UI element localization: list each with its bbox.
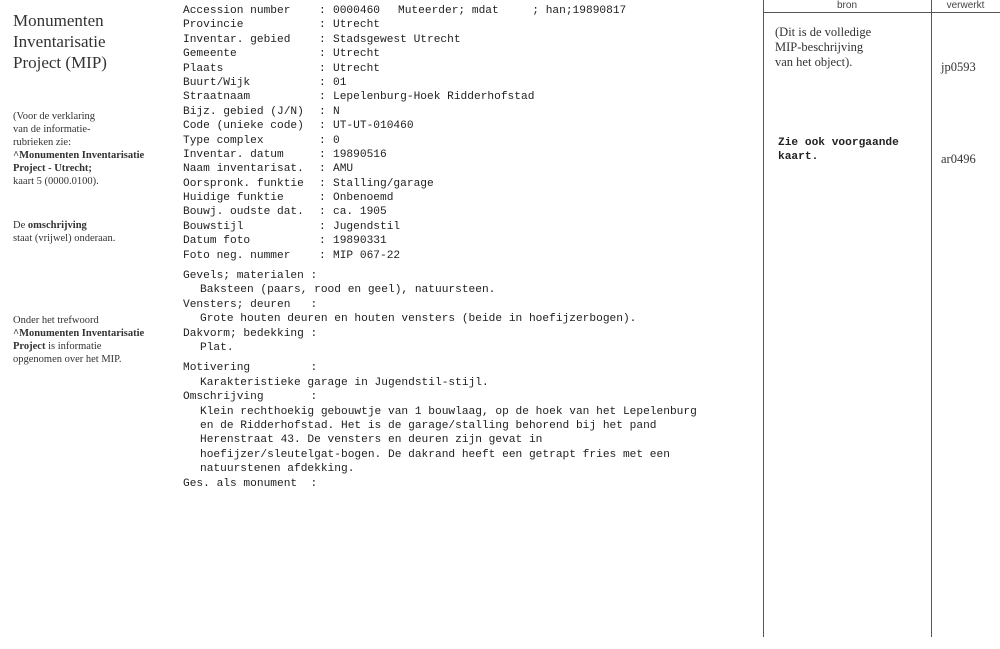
field-separator: : [319,192,326,205]
omschrijving-line: natuurstenen afdekking. [200,463,355,476]
field-key: Straatnaam [183,91,251,104]
field-separator: : [319,206,326,219]
field-key: Type complex [183,134,264,147]
field-value: Utrecht [333,19,380,32]
record-field-row [183,47,763,61]
record-field-row [183,4,763,18]
source-note-1 [775,25,871,70]
record-field-row [183,191,763,205]
note-line: (Voor de verklaring [13,111,96,122]
note-line: van de informatie- [13,124,91,135]
record-field-row [183,76,763,90]
dakvorm-text: Plat. [200,341,234,354]
record-field-row [183,119,763,133]
omschrijving-line: Klein rechthoekig gebouwtje van 1 bouwlaag, op de hoek van het Lepelenburg [200,405,697,418]
note-text: De [13,220,28,231]
field-separator: : [319,105,326,118]
vensters-text: Grote houten deuren en houten vensters (beide in hoefijzerbogen). [200,313,637,326]
gevels-label: Gevels; materialen : [183,270,318,283]
record-fields [183,4,763,263]
field-value: Utrecht [333,62,380,75]
mip-title-line: Monumenten [13,11,104,30]
field-key: Oorspronk. funktie [183,177,304,190]
field-separator: : [319,177,326,190]
field-value: MIP 067-22 [333,249,401,262]
record-field-row [183,18,763,32]
field-separator: : [319,134,326,147]
source-note-2 [778,136,899,164]
description-location-note [13,219,115,245]
field-separator: : [319,19,326,32]
monument-label: Ges. als monument : [183,477,318,490]
field-value: Stalling/garage [333,177,434,190]
field-value: 0 [333,134,340,147]
field-value: 0000460 [333,5,380,17]
source-line: van het object). [775,55,853,69]
field-separator: : [319,91,326,104]
field-key: Bouwj. oudste dat. [183,206,304,219]
note-reference: Project - Utrecht; [13,163,92,174]
field-key: Code (unieke code) [183,120,304,133]
mip-title [13,10,107,73]
left-margin [0,0,178,649]
field-separator: : [319,62,326,75]
record-field-row [183,62,763,76]
field-value: 19890331 [333,235,387,248]
field-separator: : [319,148,326,161]
column-header-bron: bron [836,0,857,11]
source-line: MIP-beschrijving [775,40,864,54]
field-key: Bijz. gebied (J/N) [183,105,304,118]
note-reference: ^Monumenten Inventarisatie [13,328,145,339]
record-field-row [183,162,763,176]
record-field-row [183,249,763,263]
note-line: rubrieken zie: [13,137,72,148]
note-reference: ^Monumenten Inventarisatie [13,150,145,161]
column-header-verwerkt: verwerkt [946,0,985,11]
field-key: Foto neg. nummer [183,249,291,262]
record-field-row [183,33,763,47]
omschrijving-line: hoefijzer/sleutelgat-bogen. De dakrand heeft een getrapt fries met een [200,448,670,461]
note-line: Onder het trefwoord [13,315,99,326]
processed-code-2: ar0496 [941,152,976,166]
column-divider-left [763,0,764,637]
note-reference: Project [13,341,46,352]
record-field-row [183,220,763,234]
note-line: opgenomen over het MIP. [13,354,122,365]
omschrijving-line: Herenstraat 43. De vensters en deuren zijn gevat in [200,434,543,447]
mutation-info: Muteerder; mdat ; han;19890817 [398,5,627,17]
field-key: Gemeente [183,48,237,61]
field-separator: : [319,235,326,248]
field-value: Utrecht [333,48,380,61]
field-value: Lepelenburg-Hoek Ridderhofstad [333,91,535,104]
source-line: (Dit is de volledige [775,25,872,39]
field-separator: : [319,120,326,133]
omschrijving-line: en de Ridderhofstad. Het is de garage/stalling behorend bij het pand [200,419,657,432]
mip-title-line: Project (MIP) [13,53,107,72]
record-field-row [183,177,763,191]
field-separator: : [319,220,326,233]
motivering-text: Karakteristieke garage in Jugendstil-stijl. [200,376,489,389]
field-value: N [333,105,340,118]
field-value: Jugendstil [333,220,401,233]
keyword-note [13,314,144,366]
field-key: Naam inventarisat. [183,163,304,176]
record-body [183,4,763,491]
record-field-row [183,205,763,219]
field-key: Bouwstijl [183,220,244,233]
record-field-row [183,234,763,248]
column-divider-middle [931,0,932,637]
field-key: Plaats [183,62,224,75]
explanation-note [13,110,144,188]
mip-title-line: Inventarisatie [13,32,106,51]
field-key: Datum foto [183,235,251,248]
omschrijving-label: Omschrijving : [183,391,318,404]
field-separator: : [319,5,326,17]
field-key: Inventar. gebied [183,33,291,46]
field-value: 01 [333,76,347,89]
source-line: kaart. [778,151,819,163]
note-keyword: omschrijving [27,220,87,231]
field-value: Onbenoemd [333,192,394,205]
field-separator: : [319,33,326,46]
record-field-row [183,134,763,148]
note-line: staat (vrijwel) onderaan. [13,233,116,244]
processed-code-1: jp0593 [941,60,976,74]
field-value: AMU [333,163,354,176]
record-field-row [183,105,763,119]
dakvorm-label: Dakvorm; bedekking : [183,327,318,340]
field-value: ca. 1905 [333,206,387,219]
field-key: Huidige funktie [183,192,284,205]
field-key: Buurt/Wijk [183,76,251,89]
field-value: 19890516 [333,148,387,161]
field-separator: : [319,48,326,61]
field-key: Provincie [183,19,244,32]
source-line: Zie ook voorgaande [778,137,899,149]
field-separator: : [319,249,326,262]
vensters-label: Vensters; deuren : [183,298,318,311]
field-separator: : [319,76,326,89]
record-field-row [183,148,763,162]
gevels-text: Baksteen (paars, rood en geel), natuursteen. [200,284,496,297]
note-text: is informatie [45,341,102,352]
field-key: Inventar. datum [183,148,284,161]
motivering-label: Motivering : [183,362,318,375]
header-rule [763,12,1000,13]
record-field-row [183,90,763,104]
field-key: Accession number [183,5,291,17]
field-value: UT-UT-010460 [333,120,414,133]
note-line: kaart 5 (0000.0100). [13,176,99,187]
field-value: Stadsgewest Utrecht [333,33,461,46]
field-separator: : [319,163,326,176]
